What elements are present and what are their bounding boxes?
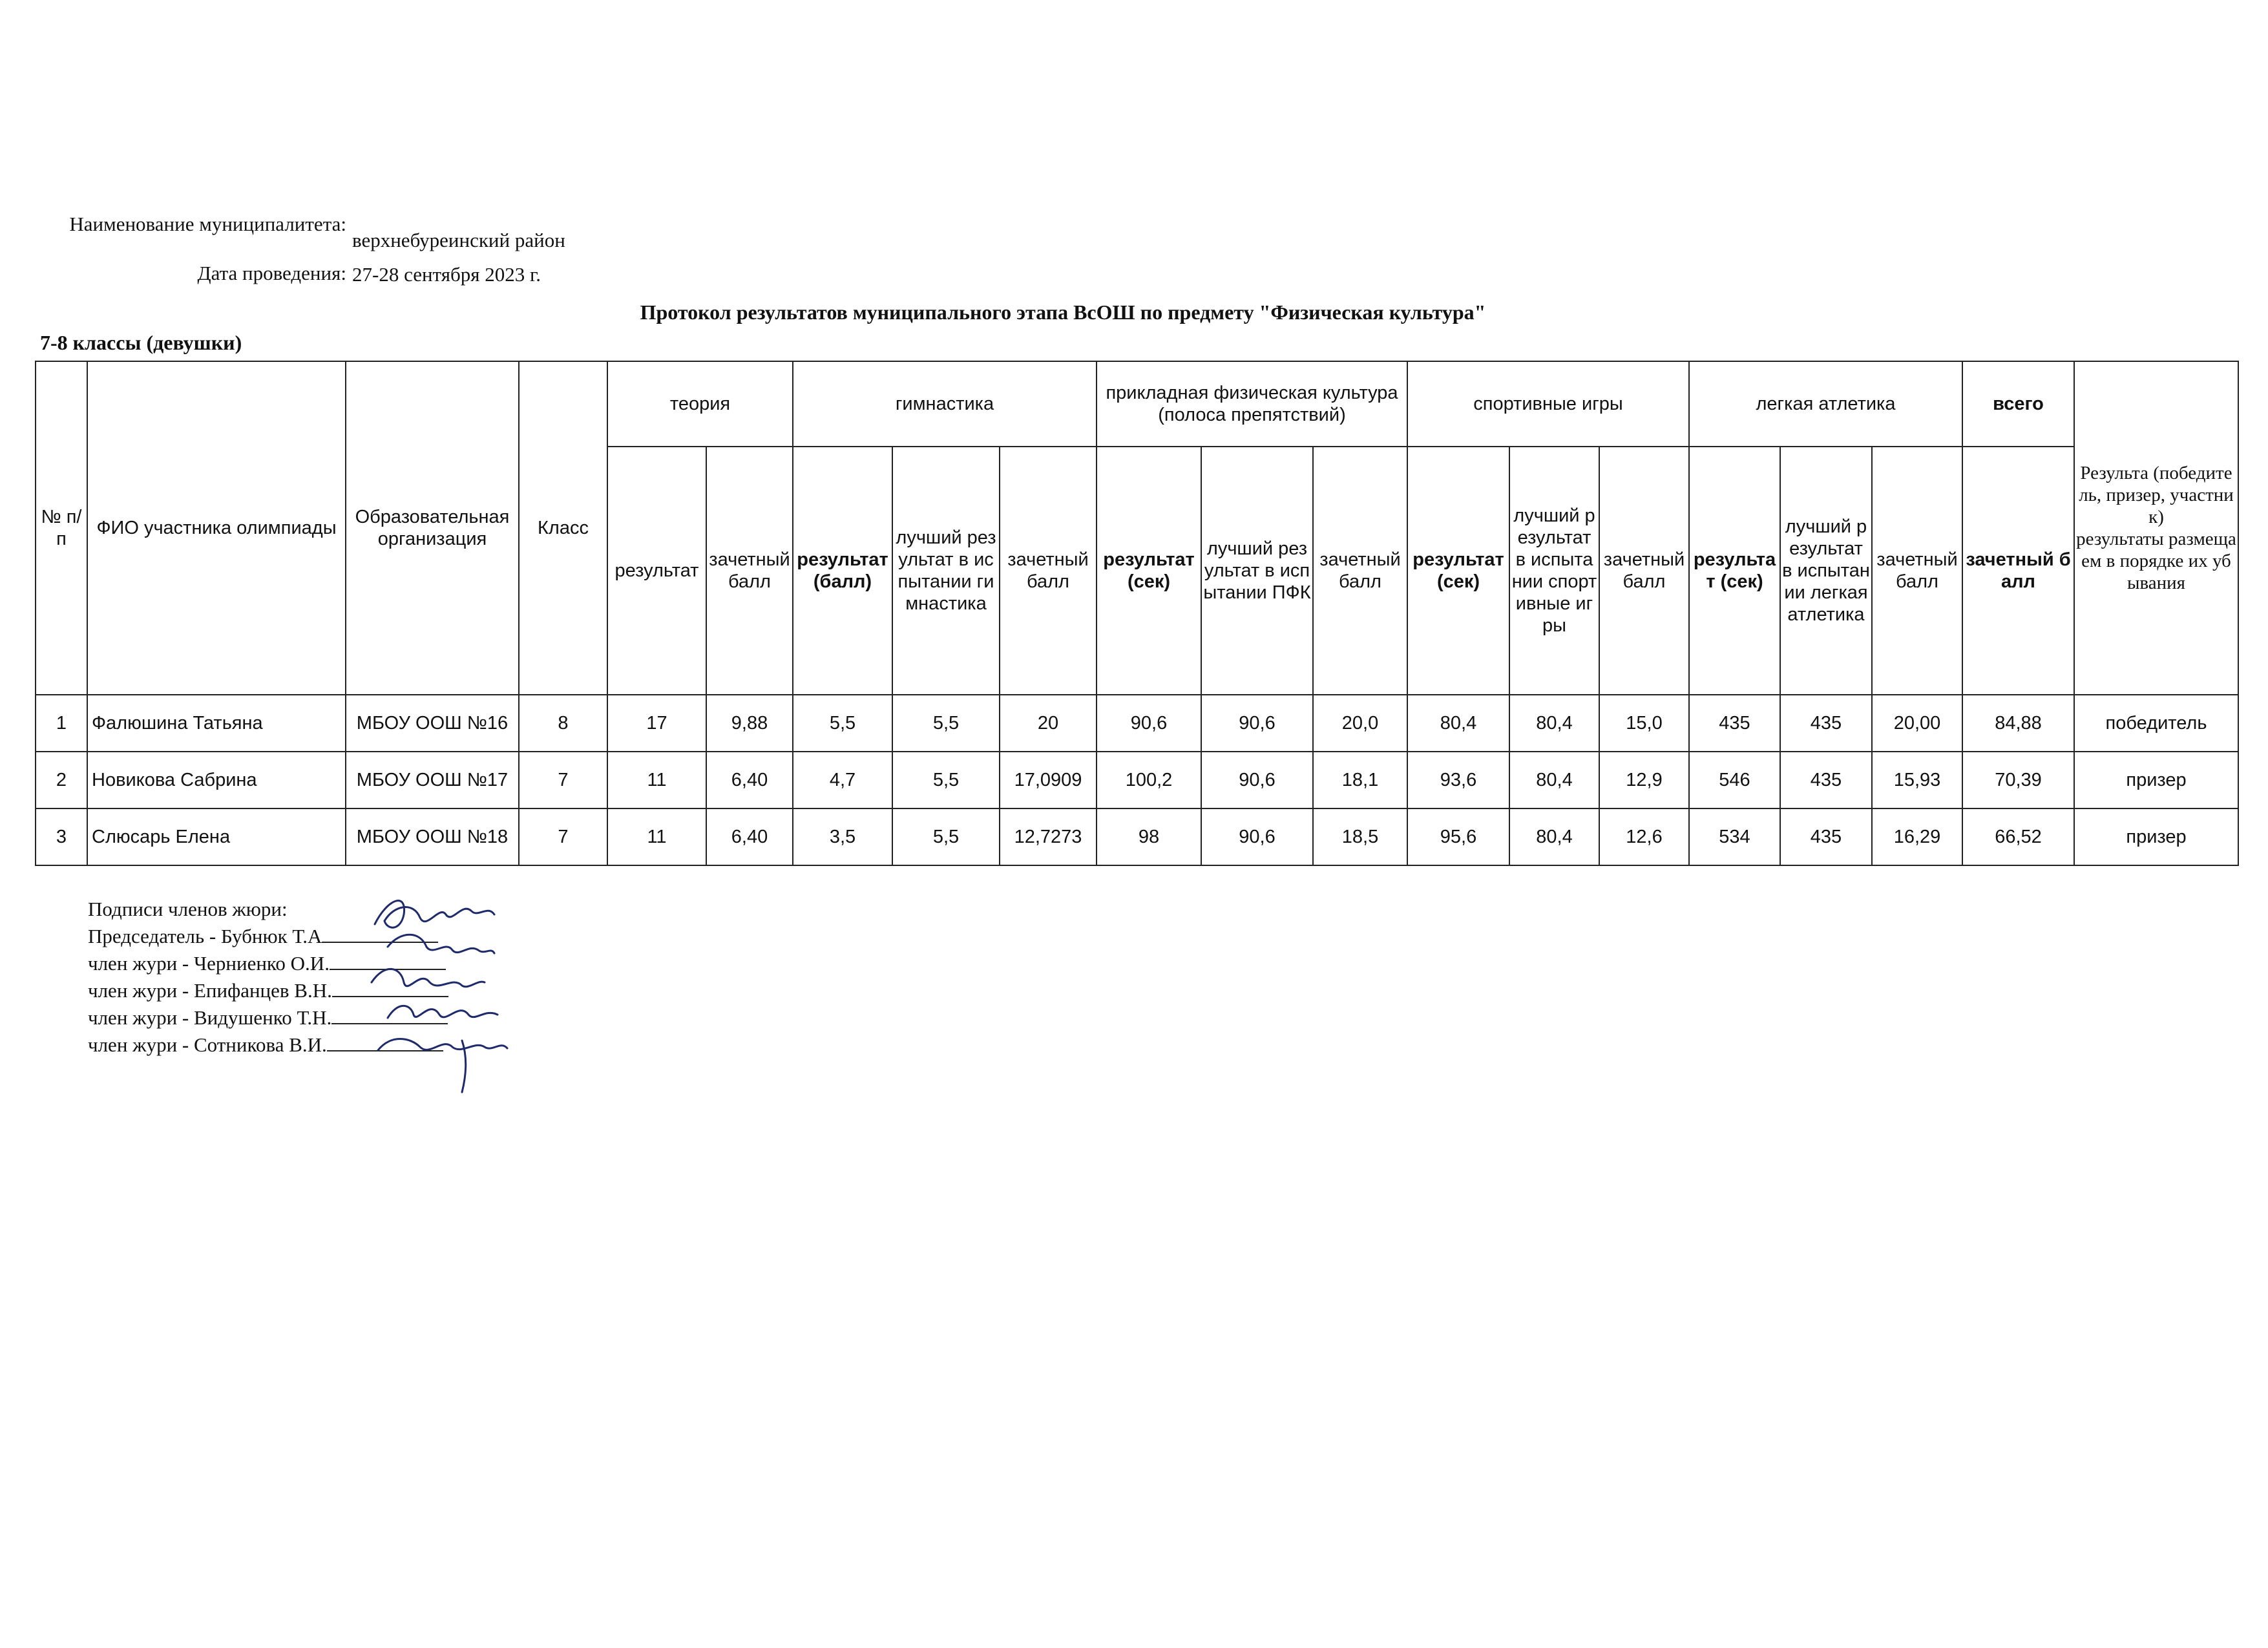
games-score-header: зачетный балл	[1599, 447, 1689, 695]
signature-scribble	[388, 1006, 498, 1018]
member-name: член жури - Сотникова В.И.	[88, 1033, 327, 1056]
cell-pfk-score: 18,1	[1313, 752, 1407, 808]
cell-num: 1	[36, 695, 87, 752]
cell-theory-result: 11	[607, 752, 706, 808]
table-row	[36, 808, 2238, 865]
signature-scribble	[388, 935, 494, 953]
gym-best-header: лучший результат в испытании гимнастика	[892, 447, 1000, 695]
games-header: спортивные игры	[1407, 361, 1689, 447]
date-value: 27-28 сентября 2023 г.	[352, 263, 541, 286]
result-header	[2074, 361, 2238, 695]
col-name-header: ФИО участника олимпиады	[87, 361, 346, 695]
ath-result-header: результат (сек)	[1689, 447, 1780, 695]
athletics-header: легкая атлетика	[1689, 361, 1962, 447]
games-result-header: результат (сек)	[1407, 447, 1509, 695]
cell-pfk-score: 20,0	[1313, 695, 1407, 752]
cell-gym-score: 17,0909	[1000, 752, 1097, 808]
cell-gym-best: 5,5	[892, 808, 1000, 865]
result-header-note: результаты размещаем в порядке их убывания	[2076, 529, 2236, 593]
gymnastics-header: гимнастика	[793, 361, 1097, 447]
signature-scribble	[372, 969, 485, 986]
pfk-score-header: зачетный балл	[1313, 447, 1407, 695]
cell-org: МБОУ ООШ №17	[346, 752, 519, 808]
cell-gym-best: 5,5	[892, 695, 1000, 752]
result-header-title: Результа (победитель, призер, участник)	[2079, 463, 2234, 527]
col-num-header: № п/п	[36, 361, 87, 695]
date-label: Дата проведения:	[197, 262, 346, 284]
cell-ath-best: 435	[1780, 808, 1872, 865]
ath-best-header: лучший результат в испытании легкая атлетика	[1780, 447, 1872, 695]
cell-name: Новикова Сабрина	[87, 752, 346, 808]
signature-scribble	[378, 1039, 507, 1093]
cell-games-result: 95,6	[1407, 808, 1509, 865]
cell-theory-score: 9,88	[706, 695, 793, 752]
results-table	[35, 361, 2239, 866]
cell-name: Фалюшина Татьяна	[87, 695, 346, 752]
cell-ath-result: 435	[1689, 695, 1780, 752]
cell-games-best: 80,4	[1509, 695, 1599, 752]
cell-pfk-best: 90,6	[1201, 808, 1313, 865]
cell-theory-score: 6,40	[706, 752, 793, 808]
cell-pfk-best: 90,6	[1201, 752, 1313, 808]
cell-grade: 7	[519, 808, 607, 865]
cell-name: Слюсарь Елена	[87, 808, 346, 865]
member-name: член жури - Видушенко Т.Н.	[88, 1006, 332, 1029]
cell-gym-score: 20	[1000, 695, 1097, 752]
cell-games-best: 80,4	[1509, 808, 1599, 865]
cell-pfk-result: 90,6	[1097, 695, 1201, 752]
cell-ath-score: 16,29	[1872, 808, 1962, 865]
signatures-heading: Подписи членов жюри:	[88, 898, 288, 920]
cell-ath-score: 15,93	[1872, 752, 1962, 808]
cell-status: победитель	[2074, 695, 2238, 752]
cell-total: 66,52	[1962, 808, 2074, 865]
cell-ath-result: 546	[1689, 752, 1780, 808]
theory-score-header: зачетный балл	[706, 447, 793, 695]
cell-pfk-score: 18,5	[1313, 808, 1407, 865]
cell-pfk-best: 90,6	[1201, 695, 1313, 752]
col-org-header: Образовательная организация	[346, 361, 519, 695]
member-name: член жури - Черниенко О.И.	[88, 952, 330, 975]
cell-gym-score: 12,7273	[1000, 808, 1097, 865]
cell-theory-result: 11	[607, 808, 706, 865]
cell-gym-best: 5,5	[892, 752, 1000, 808]
table-row	[36, 695, 2238, 752]
cell-total: 70,39	[1962, 752, 2074, 808]
pfk-best-header: лучший результат в испытании ПФК	[1201, 447, 1313, 695]
cell-ath-best: 435	[1780, 752, 1872, 808]
pfk-header: прикладная физическая культура (полоса препятствий)	[1097, 361, 1407, 447]
gym-score-header: зачетный балл	[1000, 447, 1097, 695]
cell-games-score: 12,6	[1599, 808, 1689, 865]
games-best-header: лучший результат в испытании спортивные игры	[1509, 447, 1599, 695]
cell-gym-result: 4,7	[793, 752, 892, 808]
cell-theory-result: 17	[607, 695, 706, 752]
cell-org: МБОУ ООШ №18	[346, 808, 519, 865]
cell-grade: 8	[519, 695, 607, 752]
pfk-result-header: результат (сек)	[1097, 447, 1201, 695]
header-row-groups	[36, 361, 2238, 447]
cell-games-best: 80,4	[1509, 752, 1599, 808]
municipality-label: Наименование муниципалитета:	[69, 213, 346, 235]
theory-header: теория	[607, 361, 793, 447]
cell-grade: 7	[519, 752, 607, 808]
cell-games-result: 80,4	[1407, 695, 1509, 752]
cell-games-score: 12,9	[1599, 752, 1689, 808]
table-row	[36, 752, 2238, 808]
cell-gym-result: 3,5	[793, 808, 892, 865]
cell-status: призер	[2074, 808, 2238, 865]
protocol-title: Протокол результатов муниципального этапа ВсОШ по предмету "Физическая культура"	[640, 301, 1486, 324]
cell-status: призер	[2074, 752, 2238, 808]
total-header: всего	[1962, 361, 2074, 447]
member-name: член жури - Епифанцев В.Н.	[88, 979, 332, 1002]
cell-pfk-result: 100,2	[1097, 752, 1201, 808]
cell-num: 2	[36, 752, 87, 808]
signature-scribble	[375, 901, 494, 928]
cell-ath-best: 435	[1780, 695, 1872, 752]
cell-ath-score: 20,00	[1872, 695, 1962, 752]
cell-theory-score: 6,40	[706, 808, 793, 865]
col-grade-header: Класс	[519, 361, 607, 695]
cell-num: 3	[36, 808, 87, 865]
cell-gym-result: 5,5	[793, 695, 892, 752]
gym-result-header: результат (балл)	[793, 447, 892, 695]
ath-score-header: зачетный балл	[1872, 447, 1962, 695]
total-score-header: зачетный балл	[1962, 447, 2074, 695]
handwritten-signatures	[349, 885, 517, 1099]
municipality-value: верхнебуреинский район	[352, 229, 565, 251]
group-label: 7-8 классы (девушки)	[40, 331, 242, 354]
theory-result-header: результат	[607, 447, 706, 695]
cell-total: 84,88	[1962, 695, 2074, 752]
cell-pfk-result: 98	[1097, 808, 1201, 865]
cell-games-score: 15,0	[1599, 695, 1689, 752]
cell-ath-result: 534	[1689, 808, 1780, 865]
cell-org: МБОУ ООШ №16	[346, 695, 519, 752]
member-name: Председатель - Бубнюк Т.А	[88, 925, 322, 947]
cell-games-result: 93,6	[1407, 752, 1509, 808]
